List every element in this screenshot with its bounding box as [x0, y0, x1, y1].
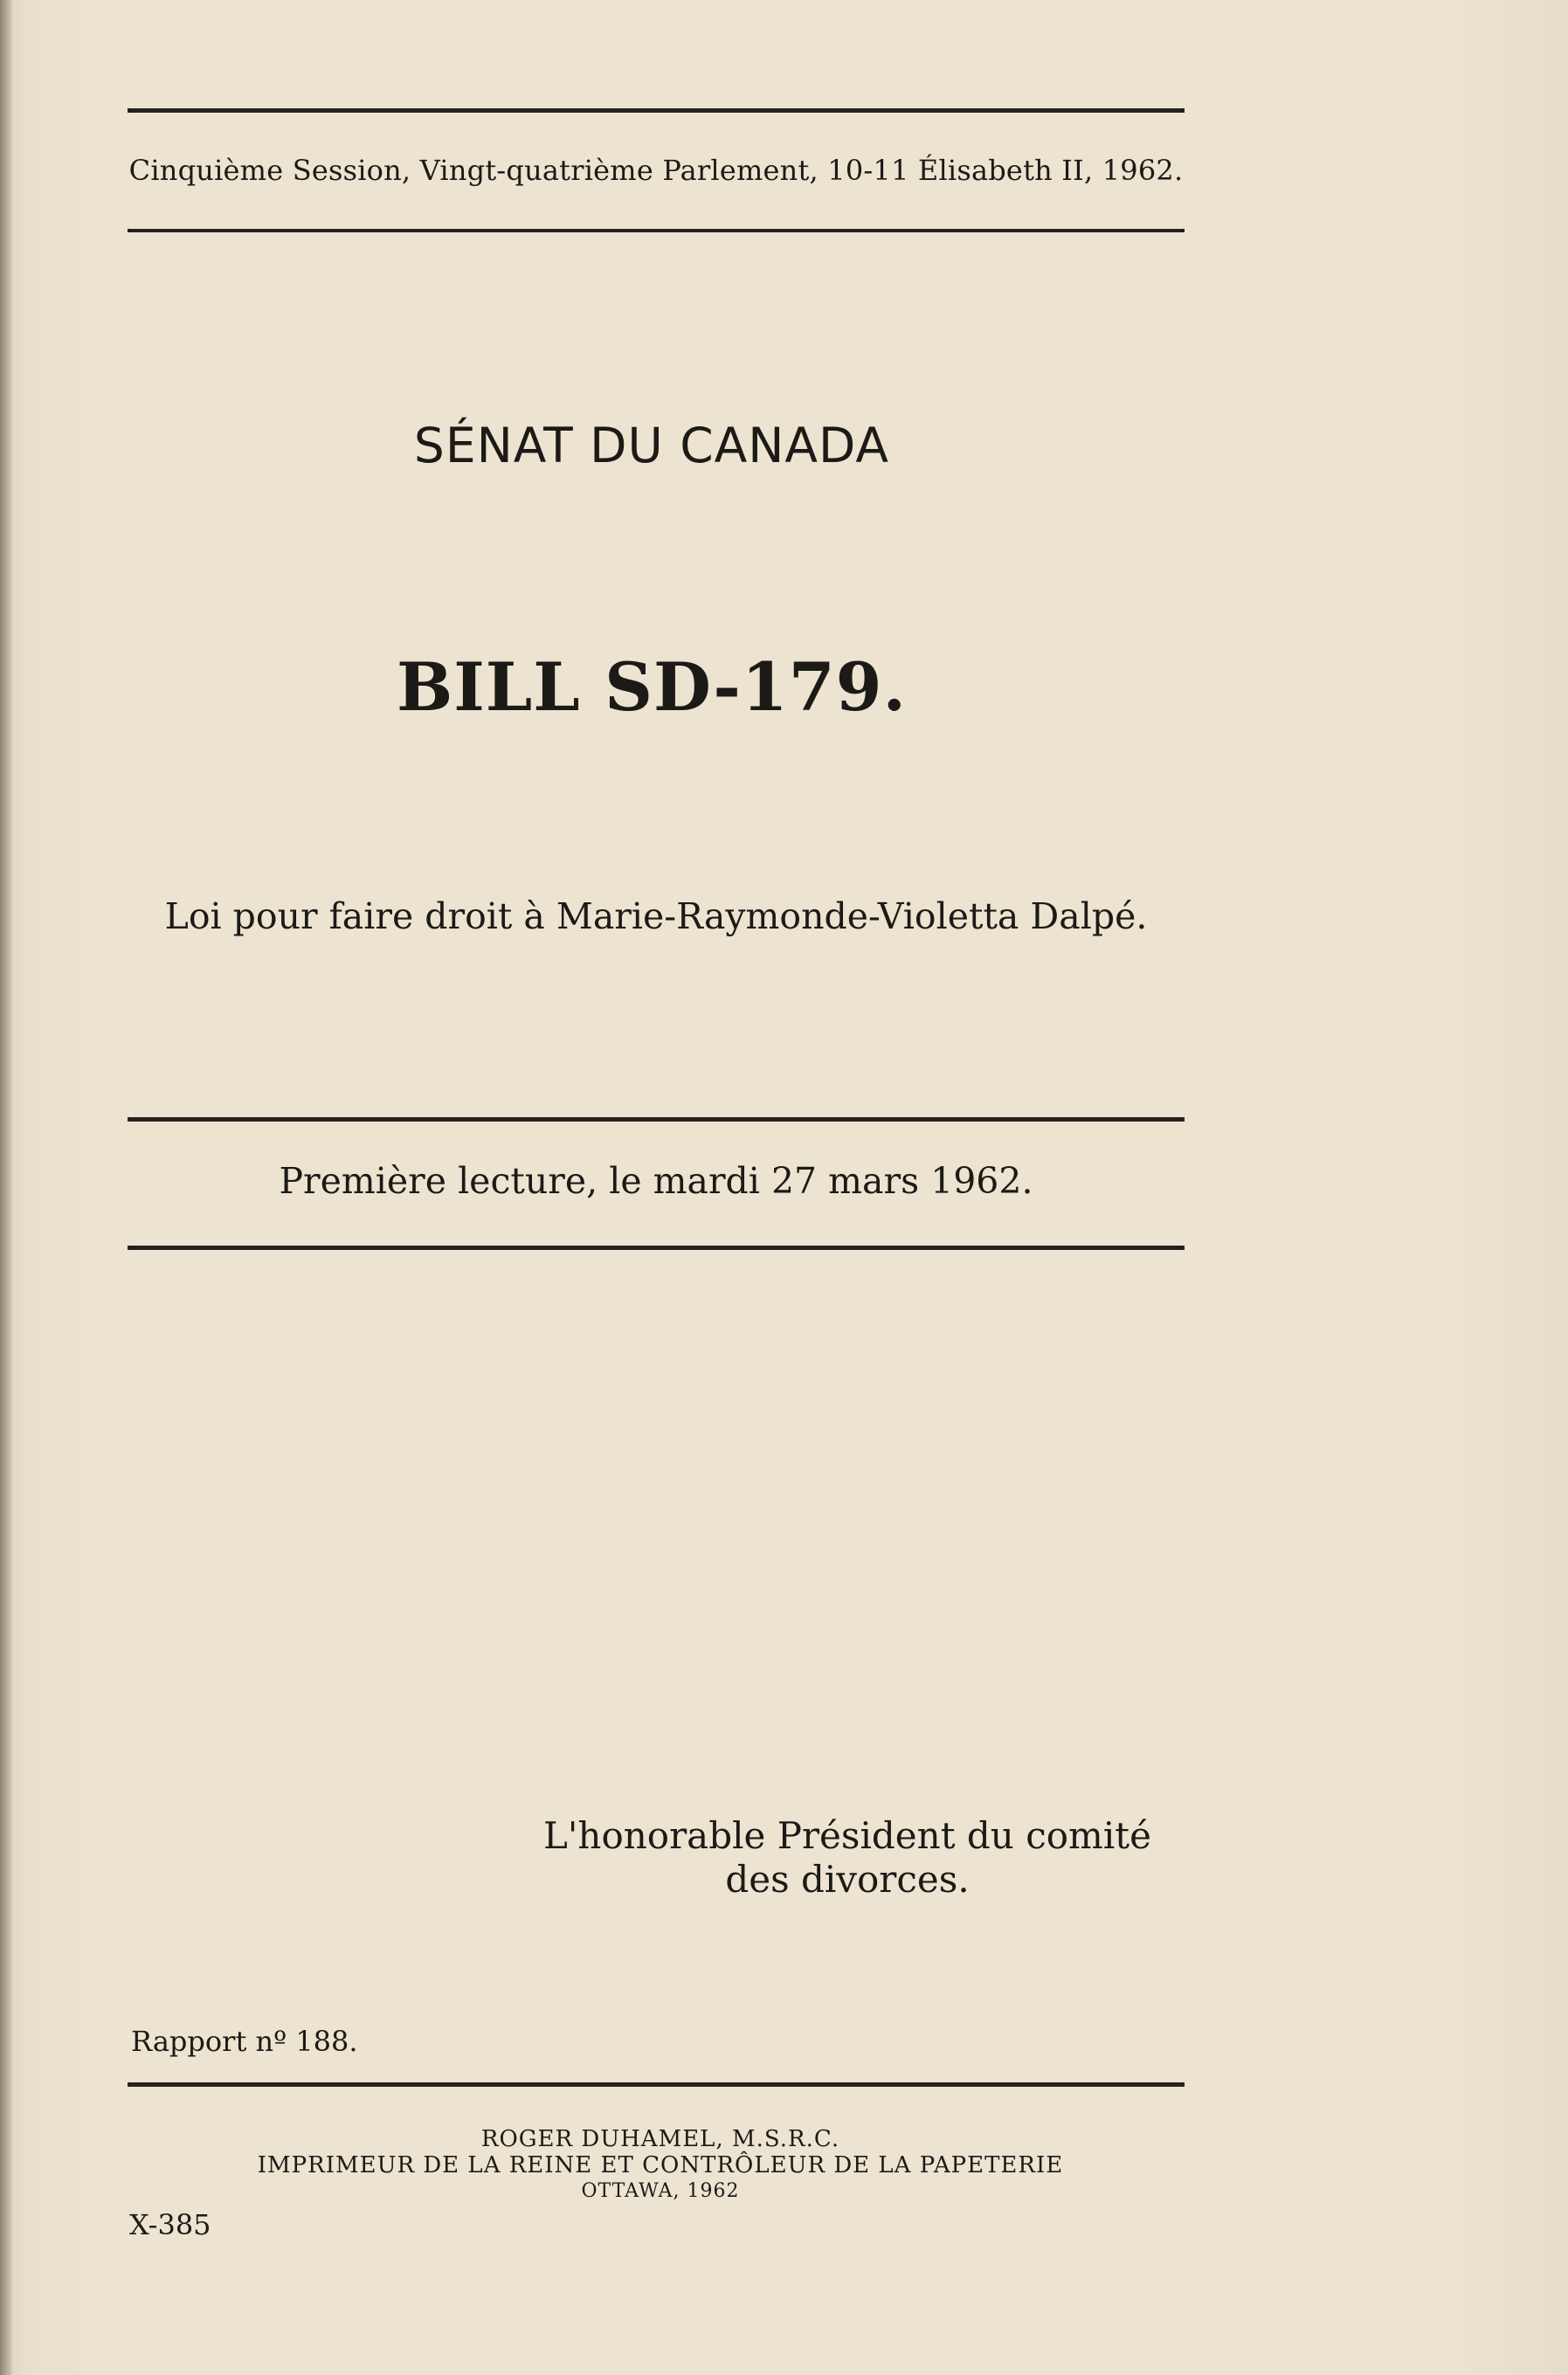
sponsor-line-2: des divorces.: [725, 1858, 970, 1901]
reading-top-rule: [128, 1117, 1185, 1122]
sponsor-block: [507, 1814, 1188, 1902]
report-number: Rapport nº 188.: [131, 2025, 358, 2058]
printer-name: ROGER DUHAMEL, M.S.R.C.: [480, 2126, 840, 2152]
first-reading-line: Première lecture, le mardi 27 mars 1962.: [279, 1160, 1033, 1202]
printer-place-date: OTTAWA, 1962: [581, 2180, 740, 2202]
printer-title: IMPRIMEUR DE LA REINE ET CONTRÔLEUR DE LA PAPETERIE: [257, 2152, 1064, 2178]
bill-number: BILL SD-179.: [397, 648, 907, 726]
sponsor-line-1: L'honorable Président du comité: [542, 1814, 1152, 1857]
header-bottom-rule: [128, 229, 1185, 232]
page-binding-edge: [0, 0, 12, 2375]
top-rule: [128, 108, 1185, 113]
reading-bottom-rule: [128, 1246, 1185, 1250]
bill-title: Loi pour faire droit à Marie-Raymonde-Violetta Dalpé.: [164, 895, 1148, 937]
chamber-heading: SÉNAT DU CANADA: [413, 418, 890, 473]
printer-block: [128, 2126, 1193, 2205]
catalog-code: X-385: [129, 2208, 211, 2241]
session-line: Cinquième Session, Vingt-quatrième Parlement, 10-11 Élisabeth II, 1962.: [128, 154, 1184, 187]
printer-top-rule: [128, 2082, 1185, 2087]
